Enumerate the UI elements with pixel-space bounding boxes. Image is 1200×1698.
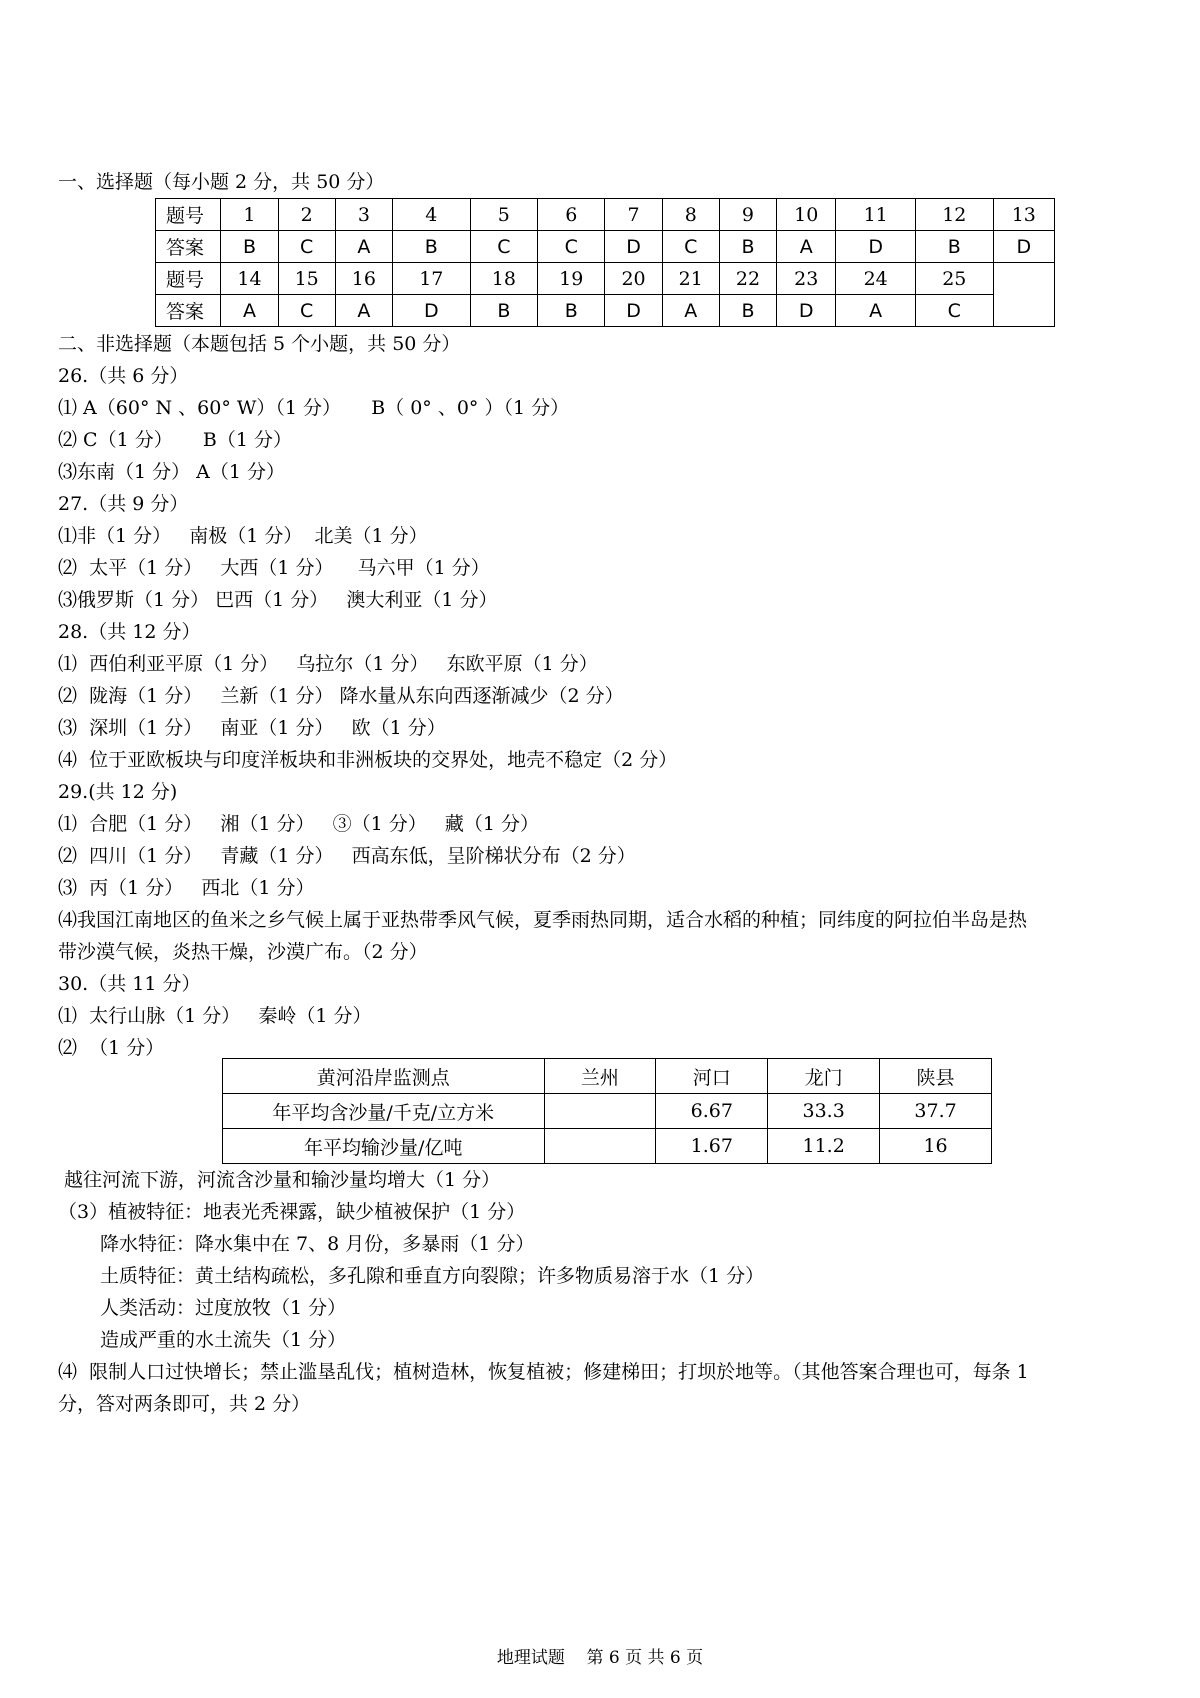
mc-label-no: 题号 — [156, 199, 221, 231]
mc-answer: C — [470, 231, 537, 263]
mc-num: 8 — [662, 199, 719, 231]
sediment-data-table — [222, 1058, 992, 1164]
mc-row-numbers-1 — [156, 199, 1055, 231]
mc-num: 12 — [916, 199, 994, 231]
mc-answer: A — [662, 295, 719, 327]
mc-answer: D — [605, 231, 662, 263]
mc-label-ans: 答案 — [156, 295, 221, 327]
q30-line: 降水特征：降水集中在 7、8 月份，多暴雨（1 分） — [100, 1233, 535, 1255]
mc-num: 9 — [719, 199, 776, 231]
section1-title: 一、选择题（每小题 2 分，共 50 分） — [58, 171, 385, 193]
mc-answer: D — [836, 231, 916, 263]
mc-answer: C — [538, 231, 605, 263]
mc-num: 7 — [605, 199, 662, 231]
mc-num: 25 — [916, 263, 994, 295]
mc-answer: A — [335, 231, 392, 263]
q27-title: 27.（共 9 分） — [58, 493, 189, 515]
q26-line: ⑴ A（60° N 、60° W）（1 分） B（ 0° 、0° ）（1 分） — [58, 397, 570, 419]
mc-num: 3 — [335, 199, 392, 231]
q27-line: ⑶俄罗斯（1 分） 巴西（1 分） 澳大利亚（1 分） — [58, 589, 498, 611]
mc-answer: B — [538, 295, 605, 327]
q30-line: 土质特征：黄土结构疏松，多孔隙和垂直方向裂隙；许多物质易溶于水（1 分） — [100, 1265, 765, 1287]
mc-answer: B — [221, 231, 278, 263]
sediment-cell: 16 — [880, 1129, 992, 1164]
q30-line: ⑵ （1 分） — [58, 1037, 165, 1059]
mc-num: 5 — [470, 199, 537, 231]
sediment-table-row — [223, 1094, 992, 1129]
mc-empty-cell — [993, 263, 1054, 327]
q30-line: （3）植被特征：地表光秃裸露，缺少植被保护（1 分） — [58, 1201, 526, 1223]
q30-line: ⑷ 限制人口过快增长；禁止滥垦乱伐；植树造林，恢复植被；修建梯田；打坝於地等。（其他答案合理也可，每条 1 — [58, 1361, 1029, 1383]
mc-num: 22 — [719, 263, 776, 295]
sediment-cell: 1.67 — [656, 1129, 768, 1164]
q28-line: ⑶ 深圳（1 分） 南亚（1 分） 欧（1 分） — [58, 717, 446, 739]
sediment-cell: 11.2 — [768, 1129, 880, 1164]
mc-answer: A — [777, 231, 836, 263]
mc-num: 11 — [836, 199, 916, 231]
mc-num: 1 — [221, 199, 278, 231]
q30-line: 造成严重的水土流失（1 分） — [100, 1329, 347, 1351]
sediment-cell — [544, 1094, 656, 1129]
mc-label-no: 题号 — [156, 263, 221, 295]
multiple-choice-answer-table — [155, 198, 1055, 327]
mc-answer: D — [993, 231, 1054, 263]
mc-num: 16 — [335, 263, 392, 295]
q30-line: 分，答对两条即可，共 2 分） — [58, 1393, 311, 1415]
q29-line: ⑵ 四川（1 分） 青藏（1 分） 西高东低，呈阶梯状分布（2 分） — [58, 845, 636, 867]
q28-line: ⑵ 陇海（1 分） 兰新（1 分） 降水量从东向西逐渐减少（2 分） — [58, 685, 624, 707]
mc-answer: D — [777, 295, 836, 327]
mc-answer: B — [470, 295, 537, 327]
sediment-header: 龙门 — [768, 1059, 880, 1094]
mc-answer: C — [662, 231, 719, 263]
sediment-table-header-row — [223, 1059, 992, 1094]
sediment-table-row — [223, 1129, 992, 1164]
mc-num: 21 — [662, 263, 719, 295]
mc-num: 4 — [392, 199, 470, 231]
q30-line: ⑴ 太行山脉（1 分） 秦岭（1 分） — [58, 1005, 372, 1027]
section2-title: 二、非选择题（本题包括 5 个小题，共 50 分） — [58, 333, 461, 355]
sediment-cell: 37.7 — [880, 1094, 992, 1129]
q26-line: ⑶东南（1 分） A（1 分） — [58, 461, 286, 483]
q28-title: 28.（共 12 分） — [58, 621, 201, 643]
mc-label-ans: 答案 — [156, 231, 221, 263]
q26-line: ⑵ C（1 分） B（1 分） — [58, 429, 292, 451]
mc-num: 15 — [278, 263, 335, 295]
mc-num: 20 — [605, 263, 662, 295]
sediment-cell — [544, 1129, 656, 1164]
q29-line: ⑴ 合肥（1 分） 湘（1 分） ③（1 分） 藏（1 分） — [58, 813, 539, 835]
sediment-header: 陕县 — [880, 1059, 992, 1094]
q30-line: 人类活动：过度放牧（1 分） — [100, 1297, 347, 1319]
page-footer: 地理试题 第 6 页 共 6 页 — [496, 1648, 704, 1668]
mc-num: 23 — [777, 263, 836, 295]
mc-answer: A — [221, 295, 278, 327]
mc-num: 14 — [221, 263, 278, 295]
mc-answer: D — [605, 295, 662, 327]
mc-row-numbers-2 — [156, 263, 1055, 295]
mc-answer: C — [278, 231, 335, 263]
q26-title: 26.（共 6 分） — [58, 365, 189, 387]
mc-answer: A — [836, 295, 916, 327]
mc-num: 13 — [993, 199, 1054, 231]
mc-num: 6 — [538, 199, 605, 231]
sediment-cell: 6.67 — [656, 1094, 768, 1129]
mc-num: 17 — [392, 263, 470, 295]
sediment-cell: 33.3 — [768, 1094, 880, 1129]
mc-row-answers-2 — [156, 295, 1055, 327]
sediment-cell: 年平均输沙量/亿吨 — [223, 1129, 545, 1164]
mc-num: 24 — [836, 263, 916, 295]
q28-line: ⑷ 位于亚欧板块与印度洋板块和非洲板块的交界处，地壳不稳定（2 分） — [58, 749, 678, 771]
q29-line: ⑷我国江南地区的鱼米之乡气候上属于亚热带季风气候，夏季雨热同期，适合水稻的种植；同纬度的阿拉伯半岛是热 — [58, 909, 1028, 931]
q29-line: 带沙漠气候，炎热干燥，沙漠广布。（2 分） — [58, 941, 428, 963]
mc-answer: C — [278, 295, 335, 327]
mc-num: 19 — [538, 263, 605, 295]
sediment-header: 兰州 — [544, 1059, 656, 1094]
q30-line: 越往河流下游，河流含沙量和输沙量均增大（1 分） — [58, 1169, 501, 1191]
mc-answer: B — [719, 231, 776, 263]
mc-answer: B — [392, 231, 470, 263]
q28-line: ⑴ 西伯利亚平原（1 分） 乌拉尔（1 分） 东欧平原（1 分） — [58, 653, 598, 675]
q27-line: ⑵ 太平（1 分） 大西（1 分） 马六甲（1 分） — [58, 557, 490, 579]
mc-num: 2 — [278, 199, 335, 231]
sediment-cell: 年平均含沙量/千克/立方米 — [223, 1094, 545, 1129]
mc-num: 18 — [470, 263, 537, 295]
sediment-header: 河口 — [656, 1059, 768, 1094]
sediment-header: 黄河沿岸监测点 — [223, 1059, 545, 1094]
mc-num: 10 — [777, 199, 836, 231]
q30-title: 30.（共 11 分） — [58, 973, 201, 995]
mc-row-answers-1 — [156, 231, 1055, 263]
q29-title: 29.(共 12 分) — [58, 781, 178, 803]
mc-answer: B — [719, 295, 776, 327]
mc-answer: D — [392, 295, 470, 327]
q29-line: ⑶ 丙（1 分） 西北（1 分） — [58, 877, 315, 899]
q27-line: ⑴非（1 分） 南极（1 分） 北美（1 分） — [58, 525, 428, 547]
mc-answer: A — [335, 295, 392, 327]
mc-answer: B — [916, 231, 994, 263]
mc-answer: C — [916, 295, 994, 327]
